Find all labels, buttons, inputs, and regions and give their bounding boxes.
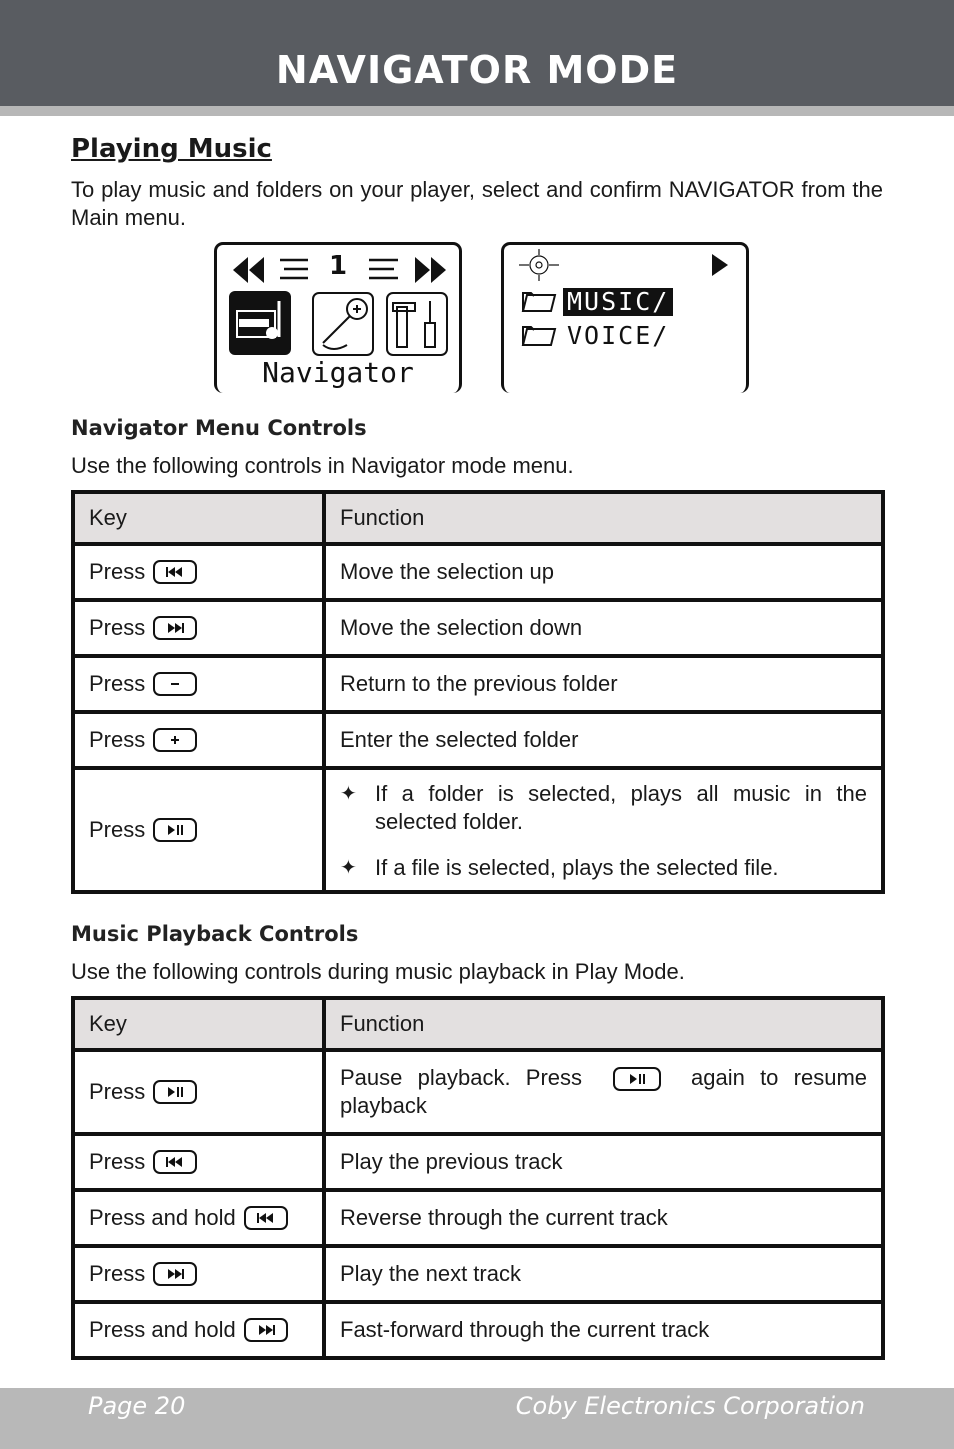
key-label: Press — [89, 671, 146, 696]
table-row — [73, 544, 883, 600]
function-cell: Return to the previous folder — [324, 656, 883, 712]
screen-caption: Navigator — [262, 356, 414, 389]
key-label: Press and hold — [89, 1205, 236, 1230]
function-cell: Enter the selected folder — [324, 712, 883, 768]
folder-browser-screen — [501, 242, 749, 393]
next-icon — [153, 1262, 197, 1286]
footer-bar — [0, 1388, 954, 1449]
key-label: Press — [89, 1261, 146, 1286]
prev-icon — [153, 560, 197, 584]
main-menu-screen — [214, 242, 462, 393]
pause-description: Pause playback. Press again to resume playback — [340, 1065, 868, 1118]
play-pause-icon — [613, 1067, 661, 1091]
play-pause-icon — [153, 1080, 197, 1104]
key-cell — [89, 559, 308, 585]
key-cell — [89, 1079, 308, 1105]
function-cell: Play the previous track — [324, 1134, 883, 1190]
four-point-star-icon: ✦ — [340, 857, 357, 879]
page-number: Page 20 — [88, 1392, 186, 1420]
key-cell — [89, 1149, 308, 1175]
rewind-icon — [233, 257, 264, 283]
key-label: Press — [89, 727, 146, 752]
fast-forward-icon — [415, 257, 446, 283]
play-pause-icon — [153, 818, 197, 842]
key-cell — [89, 727, 308, 753]
key-label: Press — [89, 817, 146, 842]
key-label: Press — [89, 1149, 146, 1174]
header-bar — [0, 0, 954, 106]
key-cell — [89, 1261, 308, 1287]
table-row — [73, 600, 883, 656]
prev-icon — [153, 1150, 197, 1174]
screen-track-number: 1 — [329, 251, 348, 281]
prev-icon — [244, 1206, 288, 1230]
navigator-controls-table — [71, 490, 885, 894]
navigator-controls-description: Use the following controls in Navigator mode menu. — [71, 453, 574, 478]
table-row — [73, 1050, 883, 1134]
function-cell: Fast-forward through the current track — [324, 1302, 883, 1358]
company-name: Coby Electronics Corporation — [515, 1392, 865, 1420]
list-item: ✦ If a file is selected, plays the selected file. — [340, 855, 779, 880]
table-row — [73, 1134, 883, 1190]
section-title: Playing Music — [71, 134, 272, 164]
table-row — [73, 1246, 883, 1302]
microphone-icon — [323, 299, 367, 349]
playback-controls-table — [71, 996, 885, 1360]
table-row — [73, 712, 883, 768]
function-cell: Move the selection down — [324, 600, 883, 656]
folder-item-voice[interactable]: VOICE/ — [567, 321, 670, 350]
next-icon — [244, 1318, 288, 1342]
menu-lines-icon — [280, 260, 308, 278]
navigator-controls-heading: Navigator Menu Controls — [71, 416, 367, 440]
folder-browser-screen-art — [504, 245, 746, 393]
table-row — [73, 1190, 883, 1246]
play-status-icon — [712, 254, 728, 276]
key-cell — [89, 817, 308, 843]
menu-lines-icon — [369, 260, 398, 278]
playback-controls-description: Use the following controls during music playback in Play Mode. — [71, 959, 685, 984]
key-cell — [89, 615, 308, 641]
plus-icon — [153, 728, 197, 752]
tools-icon — [393, 301, 435, 347]
list-item: ✦ If a folder is selected, plays all music in the selected folder. — [340, 781, 867, 834]
key-cell — [89, 1317, 308, 1343]
function-cell: Reverse through the current track — [324, 1190, 883, 1246]
key-cell — [89, 671, 308, 697]
folder-item-music[interactable]: MUSIC/ — [563, 288, 673, 316]
key-label: Press and hold — [89, 1317, 236, 1342]
header-stripe — [0, 106, 954, 116]
table-row — [73, 1302, 883, 1358]
folder-icon — [523, 327, 555, 345]
function-cell — [324, 1050, 883, 1134]
next-icon — [153, 616, 197, 640]
key-label: Press — [89, 559, 146, 584]
table-row — [73, 768, 883, 892]
key-label: Press — [89, 1079, 146, 1104]
key-cell — [89, 1205, 308, 1231]
column-header-key: Key — [73, 998, 324, 1050]
intro-paragraph: To play music and folders on your player, select and confirm NAVIGATOR from the Main menu. — [71, 177, 883, 230]
page-title: NAVIGATOR MODE — [275, 48, 679, 92]
bullet-list — [340, 780, 867, 882]
function-cell: Play the next track — [324, 1246, 883, 1302]
key-label: Press — [89, 615, 146, 640]
table-header-row — [73, 492, 883, 544]
table-header-row — [73, 998, 883, 1050]
minus-icon — [153, 672, 197, 696]
column-header-function: Function — [324, 998, 883, 1050]
column-header-key: Key — [73, 492, 324, 544]
function-cell: Move the selection up — [324, 544, 883, 600]
navigator-dial-icon — [519, 249, 559, 281]
four-point-star-icon: ✦ — [340, 783, 357, 805]
table-row — [73, 656, 883, 712]
folder-icon — [523, 293, 555, 311]
function-cell — [324, 768, 883, 892]
playback-controls-heading: Music Playback Controls — [71, 922, 359, 946]
column-header-function: Function — [324, 492, 883, 544]
